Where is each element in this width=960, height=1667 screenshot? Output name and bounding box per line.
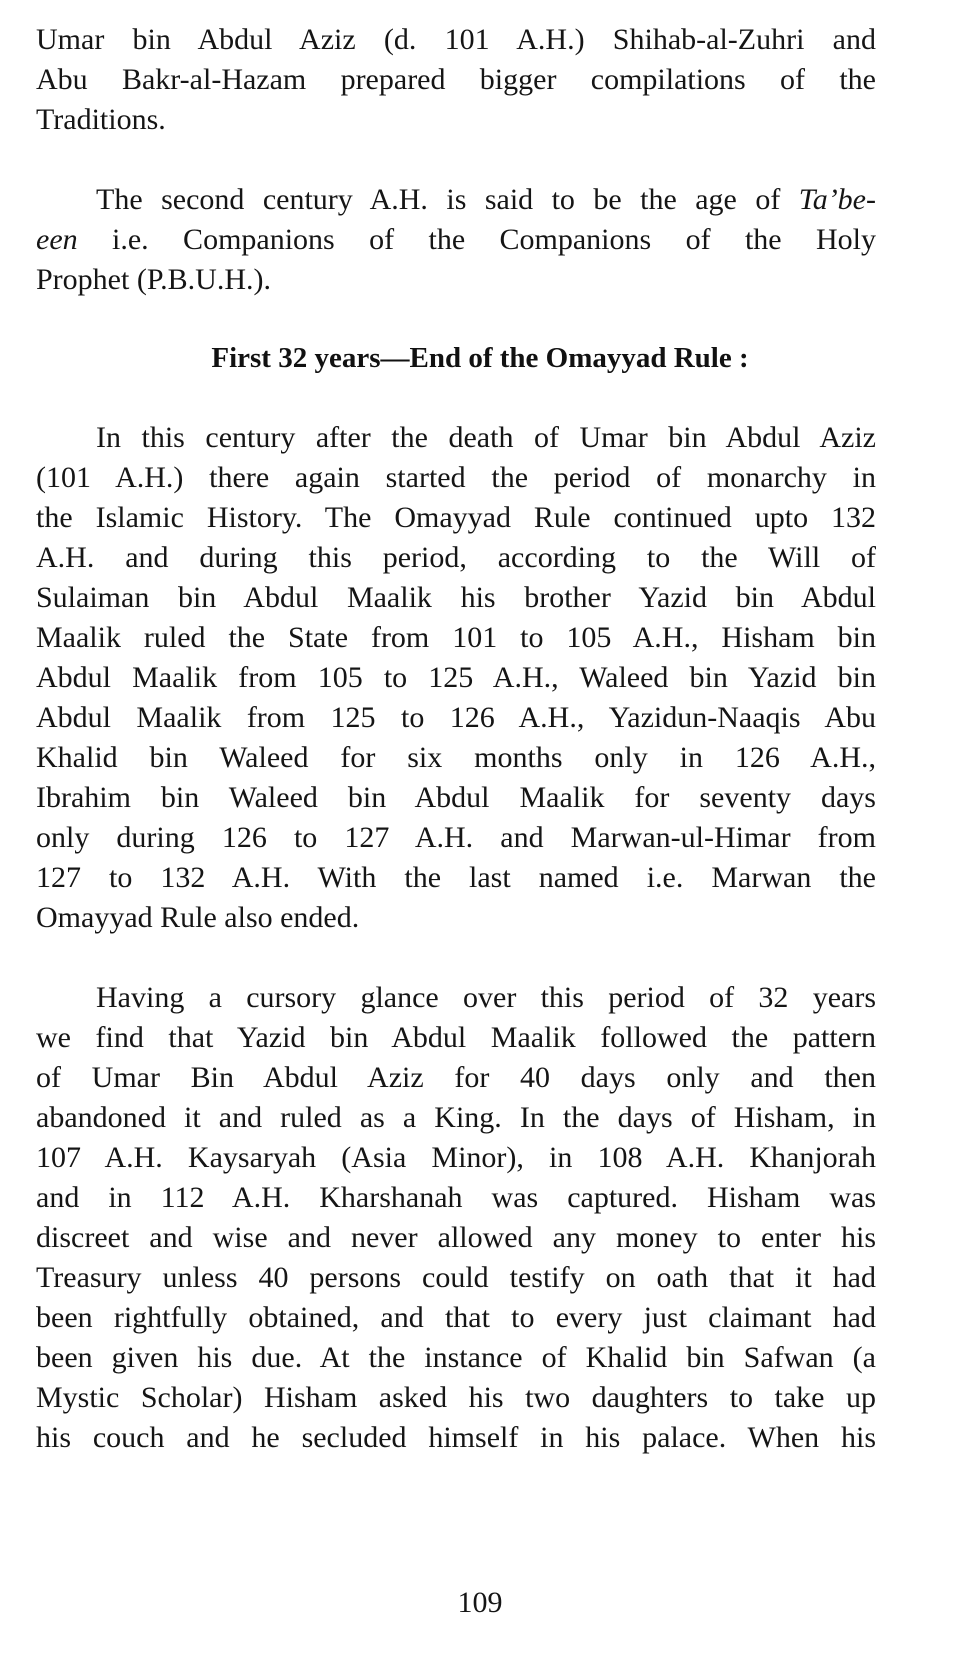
section-heading: First 32 years—End of the Omayyad Rule : [211, 342, 749, 374]
italic-term: een [36, 223, 78, 256]
paragraph-1-line-1: Umar bin Abdul Aziz (d. 101 A.H.) Shihab-al-Zuhri and [36, 23, 876, 56]
italic-term: Ta’be- [798, 183, 876, 216]
paragraph-4-line-3: of Umar Bin Abdul Aziz for 40 days only and then [36, 1061, 876, 1094]
paragraph-4-line-5: 107 A.H. Kaysaryah (Asia Minor), in 108 A.H. Khanjorah [36, 1141, 876, 1174]
paragraph-4-line-6: and in 112 A.H. Kharshanah was captured. Hisham was [36, 1181, 876, 1214]
paragraph-3-line-6: Maalik ruled the State from 101 to 105 A.H., Hisham bin [36, 621, 876, 654]
paragraph-3-line-5: Sulaiman bin Abdul Maalik his brother Yazid bin Abdul [36, 581, 876, 614]
paragraph-1-line-2: Abu Bakr-al-Hazam prepared bigger compilations of the [36, 63, 876, 96]
paragraph-3-line-2: (101 A.H.) there again started the period of monarchy in [36, 461, 876, 494]
paragraph-4-line-10: been given his due. At the instance of Khalid bin Safwan (a [36, 1341, 876, 1374]
paragraph-2-line-2-text: een i.e. Companions of the Companions of the Holy [36, 223, 876, 256]
paragraph-2-line-1-text: The second century A.H. is said to be the age of Ta’be- [96, 183, 876, 216]
paragraph-3-line-3: the Islamic History. The Omayyad Rule continued upto 132 [36, 501, 876, 534]
paragraph-3-line-8: Abdul Maalik from 125 to 126 A.H., Yazidun-Naaqis Abu [36, 701, 876, 734]
paragraph-3-line-12: 127 to 132 A.H. With the last named i.e. Marwan the [36, 861, 876, 894]
paragraph-4-line-2: we find that Yazid bin Abdul Maalik followed the pattern [36, 1021, 876, 1054]
paragraph-3-line-9: Khalid bin Waleed for six months only in 126 A.H., [36, 741, 876, 774]
paragraph-4-line-4: abandoned it and ruled as a King. In the days of Hisham, in [36, 1101, 876, 1134]
paragraph-4-line-8: Treasury unless 40 persons could testify on oath that it had [36, 1261, 876, 1294]
paragraph-3-line-10: Ibrahim bin Waleed bin Abdul Maalik for seventy days [36, 781, 876, 814]
paragraph-4-line-7: discreet and wise and never allowed any money to enter his [36, 1221, 876, 1254]
paragraph-4-line-12: his couch and he secluded himself in his palace. When his [36, 1421, 876, 1454]
paragraph-3-line-1: In this century after the death of Umar bin Abdul Aziz [96, 421, 876, 454]
page-number: 109 [457, 1586, 503, 1619]
paragraph-2-line-3: Prophet (P.B.U.H.). [36, 263, 272, 296]
paragraph-2-line-1 [96, 180, 876, 220]
paragraph-1-line-3: Traditions. [36, 103, 166, 136]
paragraph-3-line-11: only during 126 to 127 A.H. and Marwan-ul-Himar from [36, 821, 876, 854]
paragraph-3-line-13: Omayyad Rule also ended. [36, 901, 360, 934]
paragraph-3-line-4: A.H. and during this period, according to the Will of [36, 541, 876, 574]
paragraph-4-line-1: Having a cursory glance over this period of 32 years [96, 981, 876, 1014]
paragraph-4-line-11: Mystic Scholar) Hisham asked his two daughters to take up [36, 1381, 876, 1414]
paragraph-3-line-7: Abdul Maalik from 105 to 125 A.H., Waleed bin Yazid bin [36, 661, 876, 694]
paragraph-2-line-2 [36, 220, 876, 260]
paragraph-4-line-9: been rightfully obtained, and that to every just claimant had [36, 1301, 876, 1334]
